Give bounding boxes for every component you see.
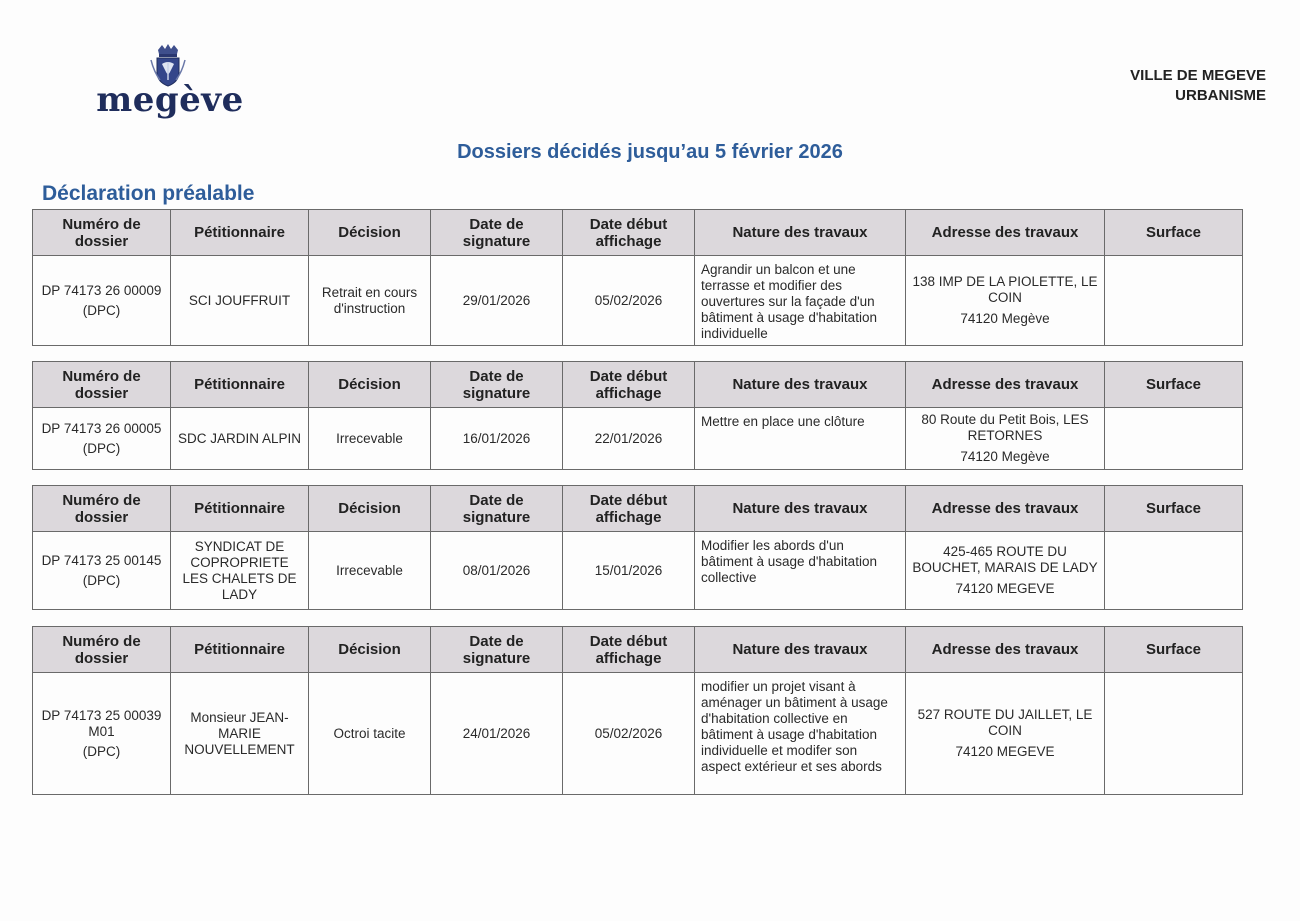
- col-header-numero: Numéro de dossier: [33, 627, 171, 673]
- col-header-date-affichage: Date début affichage: [563, 362, 695, 408]
- nature-cell: Modifier les abords d'un bâtiment à usage d'habitation collective: [695, 532, 906, 610]
- dossier-number-cell: [33, 532, 171, 610]
- dossier-number: DP 74173 26 00009: [41, 282, 162, 298]
- nature-cell: Mettre en place une clôture: [695, 408, 906, 470]
- page-title: Dossiers décidés jusqu’au 5 février 2026: [457, 141, 843, 163]
- date-signature-cell: 16/01/2026: [431, 408, 563, 470]
- col-header-adresse: Adresse des travaux: [906, 210, 1105, 256]
- surface-cell: [1105, 673, 1243, 795]
- decision-cell: Irrecevable: [309, 408, 431, 470]
- decision-cell: Octroi tacite: [309, 673, 431, 795]
- megeve-logo: [80, 40, 260, 120]
- col-header-adresse: Adresse des travaux: [906, 627, 1105, 673]
- dossier-table: [32, 485, 1242, 610]
- dossier-table: [32, 361, 1242, 470]
- dossier-number-cell: [33, 673, 171, 795]
- col-header-decision: Décision: [309, 627, 431, 673]
- col-header-decision: Décision: [309, 362, 431, 408]
- petitionnaire-cell: SYNDICAT DE COPROPRIETE LES CHALETS DE LADY: [171, 532, 309, 610]
- col-header-date-affichage: Date début affichage: [563, 210, 695, 256]
- petitionnaire-cell: Monsieur JEAN-MARIE NOUVELLEMENT: [171, 673, 309, 795]
- table-row: [33, 408, 1243, 470]
- col-header-date-affichage: Date début affichage: [563, 627, 695, 673]
- date-signature-cell: 29/01/2026: [431, 256, 563, 346]
- adresse-cell: [906, 256, 1105, 346]
- dossier-number-cell: [33, 408, 171, 470]
- petitionnaire-cell: SDC JARDIN ALPIN: [171, 408, 309, 470]
- date-affichage-cell: 15/01/2026: [563, 532, 695, 610]
- adresse-postal: 74120 Megève: [960, 449, 1050, 464]
- dossier-number: DP 74173 25 00145: [41, 552, 162, 568]
- col-header-petitionnaire: Pétitionnaire: [171, 627, 309, 673]
- adresse-cell: [906, 532, 1105, 610]
- col-header-decision: Décision: [309, 210, 431, 256]
- surface-cell: [1105, 256, 1243, 346]
- col-header-numero: Numéro de dossier: [33, 486, 171, 532]
- dossier-type: (DPC): [82, 743, 121, 759]
- dossier-type: (DPC): [82, 440, 121, 456]
- col-header-decision: Décision: [309, 486, 431, 532]
- col-header-numero: Numéro de dossier: [33, 210, 171, 256]
- decision-cell: Retrait en cours d'instruction: [309, 256, 431, 346]
- col-header-surface: Surface: [1105, 362, 1243, 408]
- organization-header: [1130, 66, 1266, 106]
- dossier-table: [32, 209, 1242, 346]
- dossier-number: DP 74173 25 00039 M01: [41, 707, 162, 739]
- col-header-nature: Nature des travaux: [695, 627, 906, 673]
- adresse-cell: [906, 673, 1105, 795]
- date-signature-cell: 24/01/2026: [431, 673, 563, 795]
- petitionnaire-cell: SCI JOUFFRUIT: [171, 256, 309, 346]
- surface-cell: [1105, 532, 1243, 610]
- table-row: [33, 532, 1243, 610]
- col-header-date-signature: Date de signature: [431, 486, 563, 532]
- col-header-petitionnaire: Pétitionnaire: [171, 210, 309, 256]
- adresse-street: 138 IMP DE LA PIOLETTE, LE COIN: [912, 274, 1098, 305]
- nature-cell: modifier un projet visant à aménager un bâtiment à usage d'habitation collective en bâtiment à usage d'habitation individuelle et modifer son aspect extérieur et ses abords: [695, 673, 906, 795]
- col-header-date-signature: Date de signature: [431, 362, 563, 408]
- adresse-postal: 74120 Megève: [960, 311, 1050, 326]
- col-header-surface: Surface: [1105, 486, 1243, 532]
- dossier-table: [32, 626, 1242, 795]
- col-header-date-signature: Date de signature: [431, 210, 563, 256]
- table-header-row: [33, 486, 1243, 532]
- table-header-row: [33, 627, 1243, 673]
- col-header-petitionnaire: Pétitionnaire: [171, 486, 309, 532]
- nature-cell: Agrandir un balcon et une terrasse et modifier des ouvertures sur la façade d'un bâtiment à usage d'habitation individuelle: [695, 256, 906, 346]
- col-header-nature: Nature des travaux: [695, 362, 906, 408]
- adresse-street: 425-465 ROUTE DU BOUCHET, MARAIS DE LADY: [912, 544, 1098, 575]
- section-title: Déclaration préalable: [42, 182, 255, 205]
- col-header-petitionnaire: Pétitionnaire: [171, 362, 309, 408]
- adresse-postal: 74120 MEGEVE: [955, 744, 1055, 759]
- dossier-type: (DPC): [82, 302, 121, 318]
- date-affichage-cell: 22/01/2026: [563, 408, 695, 470]
- dossier-number: DP 74173 26 00005: [41, 420, 162, 436]
- col-header-date-signature: Date de signature: [431, 627, 563, 673]
- organization-name: VILLE DE MEGEVE: [1130, 67, 1266, 84]
- col-header-surface: Surface: [1105, 627, 1243, 673]
- dossier-type: (DPC): [82, 572, 121, 588]
- col-header-numero: Numéro de dossier: [33, 362, 171, 408]
- table-header-row: [33, 362, 1243, 408]
- logo-wordmark: megève: [96, 80, 244, 120]
- adresse-street: 80 Route du Petit Bois, LES RETORNES: [921, 412, 1089, 443]
- col-header-adresse: Adresse des travaux: [906, 362, 1105, 408]
- col-header-surface: Surface: [1105, 210, 1243, 256]
- department-name: URBANISME: [1175, 87, 1266, 104]
- surface-cell: [1105, 408, 1243, 470]
- date-affichage-cell: 05/02/2026: [563, 256, 695, 346]
- dossier-number-cell: [33, 256, 171, 346]
- adresse-cell: [906, 408, 1105, 470]
- date-signature-cell: 08/01/2026: [431, 532, 563, 610]
- date-affichage-cell: 05/02/2026: [563, 673, 695, 795]
- adresse-street: 527 ROUTE DU JAILLET, LE COIN: [917, 707, 1093, 738]
- col-header-date-affichage: Date début affichage: [563, 486, 695, 532]
- table-header-row: [33, 210, 1243, 256]
- table-row: [33, 673, 1243, 795]
- table-row: [33, 256, 1243, 346]
- decision-cell: Irrecevable: [309, 532, 431, 610]
- col-header-adresse: Adresse des travaux: [906, 486, 1105, 532]
- col-header-nature: Nature des travaux: [695, 486, 906, 532]
- col-header-nature: Nature des travaux: [695, 210, 906, 256]
- adresse-postal: 74120 MEGEVE: [955, 581, 1055, 596]
